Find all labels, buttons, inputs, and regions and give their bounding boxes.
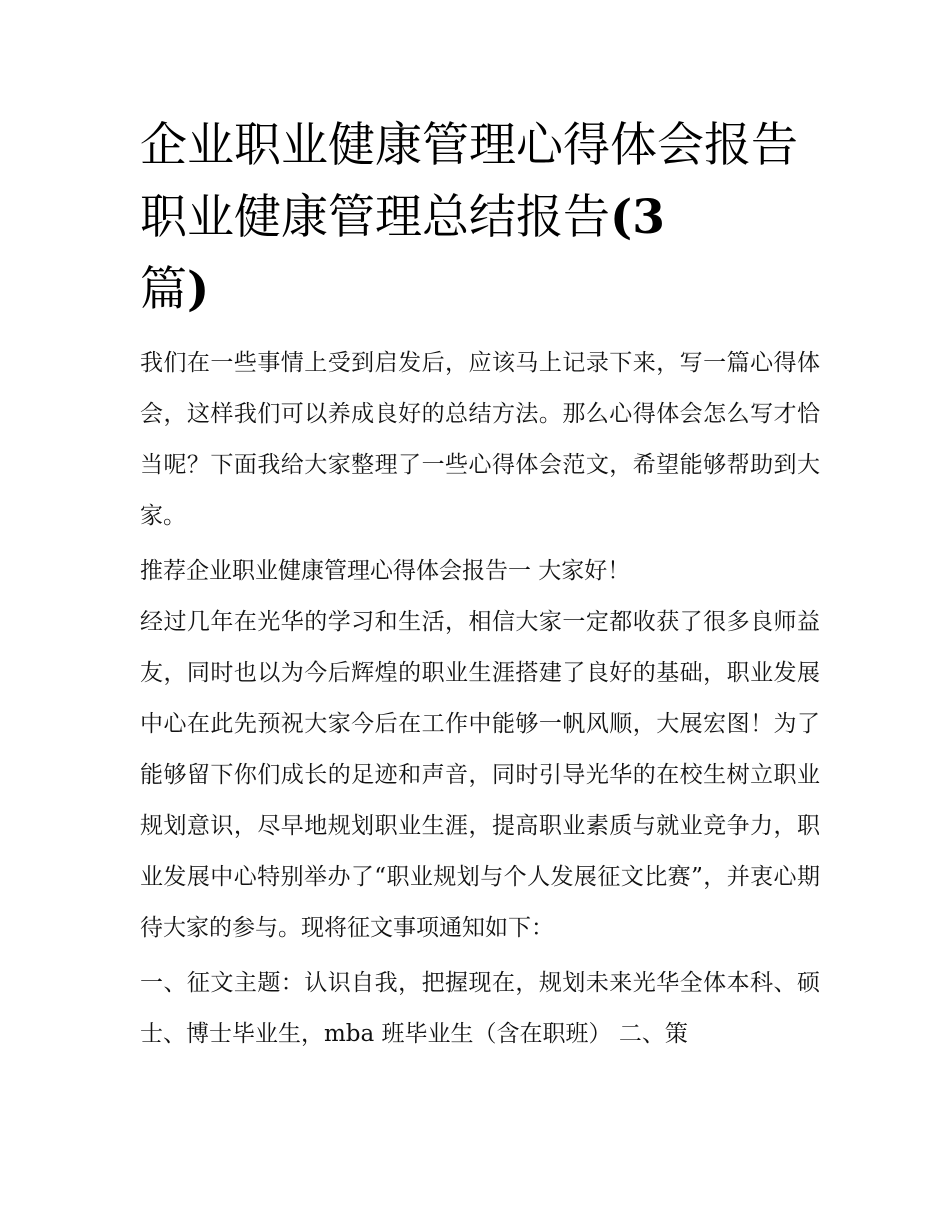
title-text: 企业职业健康管理心得体会报告 职业健康管理总结报告 (140, 118, 798, 245)
document-title (140, 110, 820, 326)
paragraph-greeting: 推荐企业职业健康管理心得体会报告一 大家好！ (140, 558, 631, 584)
paragraph-body: 经过几年在光华的学习和生活，相信大家一定都收获了很多良师益友，同时也以为今后辉煌的职业生涯搭建了良好的基础，职业发展中心在此先预祝大家今后在工作中能够一帆风顺，大展宏图！为了能够留下你们成长的足迹和声音，同时引导光华的在校生树立职业规划意识，尽早地规划职业生涯，提高职业素质与就业竞争力，职业发展中心特别举办了“职业规划与个人发展征文比赛”，并衷心期待大家的参与。现将征文事项通知如下： (140, 609, 820, 941)
paragraph-intro: 我们在一些事情上受到启发后，应该马上记录下来，写一篇心得体会，这样我们可以养成良好的总结方法。那么心得体会怎么写才恰当呢？下面我给大家整理了一些心得体会范文，希望能够帮助到大家。 (140, 350, 820, 529)
title-count-unit: 篇 (140, 262, 187, 317)
title-count-close: ) (187, 262, 210, 317)
title-count-open: (3 (610, 190, 665, 245)
paragraph-theme: 一、征文主题：认识自我，把握现在，规划未来光华全体本科、硕士、博士毕业生，mba 班毕业生（含在职班） 二、策 (140, 970, 820, 1047)
document-body (140, 110, 820, 1060)
